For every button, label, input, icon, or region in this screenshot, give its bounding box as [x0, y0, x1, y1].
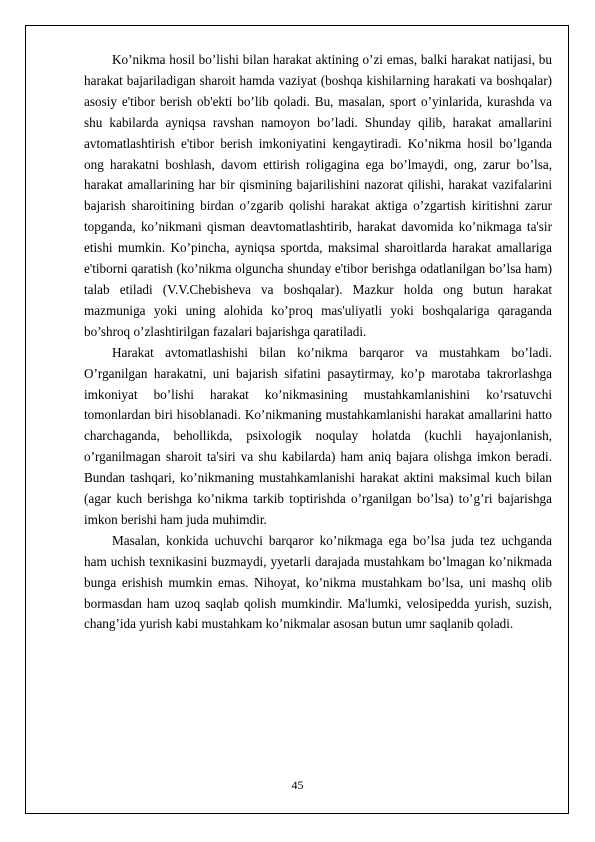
document-body	[84, 50, 552, 635]
paragraph-3: Masalan, konkida uchuvchi barqaror ko’nikmaga ega bo’lsa juda tez uchganda ham uchish texnikasini buzmaydi, yyetarli darajada mustahkam bo’lmagan ko’nikmada bunga erishish mumkin emas. Nihoyat, ko’nikma mustahkam bo’lsa, uni mashq olib bormasdan ham uzoq saqlab qolish mumkindir. Ma'lumki, velosipedda yurish, suzish, chang’ida yurish kabi mustahkam ko’nikmalar asosan butun umr saqlanib qoladi.	[84, 532, 552, 632]
paragraph-2: Harakat avtomatlashishi bilan ko’nikma barqaror va mustahkam bo’ladi. O’rganilgan harakatni, uni bajarish sifatini pasaytirmay, ko’p marotaba takrorlashga imkoniyat bo’lishi harakat ko’nikmasining mustahkamlanishini ko’rsatuvchi tomonlardan biri hisoblanadi. Ko’nikmaning mustahkamlanishi harakat amallarini hatto charchaganda, behollikda, psixologik noqulay holatda (kuchli hayajonlanish, o’rganilmagan sharoit ta'siri va shu kabilarda) ham aniq bajara olishga imkon beradi. Bundan tashqari, ko’nikmaning mustahkamlanishi harakat aktini maksimal kuch bilan (agar kuch berishga ko’nikma tarkib toptirishda o’rganilgan bo’lsa) to’g’ri bajarishga imkon berishi ham juda muhimdir.	[84, 344, 552, 527]
paragraph-1: Ko’nikma hosil bo’lishi bilan harakat aktining o’zi emas, balki harakat natijasi, bu harakat bajariladigan sharoit hamda vaziyat (boshqa kishilarning harakati va boshqalar) asosiy e'tibor berish ob'ekti bo’lib qoladi. Bu, masalan, sport o’yinlarida, kurashda va shu kabilarda ayniqsa ravshan namoyon bo’ladi. Shunday qilib, harakat amallarini avtomatlashtirish e'tibor berish imkoniyatini kengaytiradi. Ko’nikma hosil bo’lganda ong harakatni boshlash, davom ettirish roligagina ega bo’lmaydi, ong, zarur bo’lsa, harakat amallarining har bir qismining bajarilishini nazorat qilishi, harakat vazifalarini bajarish sharoitining birdan o’zgarib qolishi harakat aktiga o’zgartish kiritishni zarur topganda, ko’nikmani qisman deavtomatlashtirib, harakat davomida ko’nikmaga ta'sir etishi mumkin. Ko’pincha, ayniqsa sportda, maksimal sharoitlarda harakat amallariga e'tiborni qaratish (ko’nikma olguncha shunday e'tibor berishga odatlanilgan bo’lsa ham) talab etiladi (V.V.Chebisheva va boshqalar). Mazkur holda ong butun harakat mazmuniga yoki uning alohida ko’proq mas'uliyatli yoki boshqalariga qaraganda bo’shroq o’zlashtirilgan fazalari bajarishga qaratiladi.	[84, 52, 552, 339]
page-number: 45	[291, 778, 304, 792]
